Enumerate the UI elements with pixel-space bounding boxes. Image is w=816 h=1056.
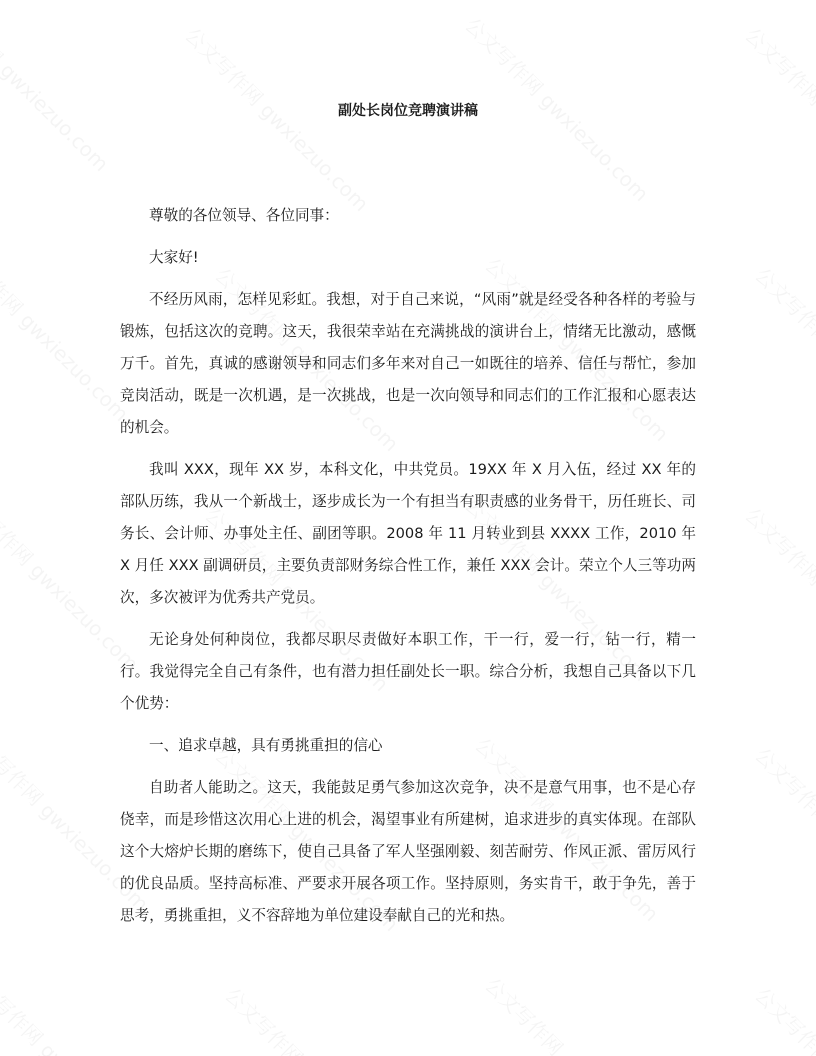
watermark-text bbox=[0, 230, 136, 427]
paragraph-spacing bbox=[120, 232, 696, 242]
watermark-text bbox=[749, 260, 816, 457]
watermark-text bbox=[219, 980, 416, 1056]
title-spacing bbox=[120, 126, 696, 200]
watermark-text bbox=[739, 20, 816, 217]
salutation: 尊敬的各位领导、各位同事： bbox=[149, 207, 339, 224]
watermark-text bbox=[739, 500, 816, 697]
body-paragraph: 自助者人能助之。这天，我能鼓足勇气参加这次竞争，决不是意气用事，也不是心存侥幸，而是珍惜这次用心上进的机会，渴望事业有所建树，追求进步的真实体现。在部队这个大熔炉长期的磨练下，使自己具备了军人坚强刚毅、刻苦耐劳、作风正派、雷厉风行的优良品质。坚持高标准、严要求开展各项工作。坚持原则，务实肯干，敢于争先，善于思考，勇挑重担，义不容辞地为单位建设奉献自己的光和热。 bbox=[120, 779, 696, 924]
section-heading: 一、追求卓越，具有勇挑重担的信心 bbox=[149, 737, 383, 754]
paragraph-spacing bbox=[120, 274, 696, 284]
watermark-text bbox=[479, 970, 676, 1056]
watermark-text bbox=[749, 980, 816, 1056]
watermark-text bbox=[0, 0, 116, 177]
watermark-text bbox=[0, 960, 156, 1056]
greeting: 大家好! bbox=[149, 249, 199, 266]
watermark-text bbox=[749, 740, 816, 937]
paragraph-spacing bbox=[120, 762, 696, 772]
paragraph-spacing bbox=[120, 444, 696, 454]
document-title: 副处长岗位竞聘演讲稿 bbox=[338, 103, 478, 119]
paragraph-spacing bbox=[120, 720, 696, 730]
paragraph-spacing bbox=[120, 614, 696, 624]
body-paragraph: 无论身处何种岗位，我都尽职尽责做好本职工作，干一行，爱一行，钻一行，精一行。我觉得完全自己有条件，也有潜力担任副处长一职。综合分析，我想自己具备以下几个优势： bbox=[120, 631, 696, 712]
body-paragraph: 不经历风雨，怎样见彩虹。我想，对于自己来说，“风雨”就是经受各种各样的考验与锻炼，包括这次的竞聘。这天，我很荣幸站在充满挑战的演讲台上，情绪无比激动，感慨万千。首先，真诚的感谢领导和同志们多年来对自己一如既往的培养、信任与帮忙，参加竞岗活动，既是一次机遇，是一次挑战，也是一次向领导和同志们的工作汇报和心愿表达的机会。 bbox=[120, 291, 696, 436]
body-paragraph: 我叫 XXX，现年 XX 岁，本科文化，中共党员。19XX 年 X 月入伍，经过 XX 年的部队历练，我从一个新战士，逐步成长为一个有担当有职责感的业务骨干，历任班长、司务长、会计师、办事处主任、副团等职。2008 年 11 月转业到县 XXXX 工作，2010 年 X 月任 XXX 副调研员，主要负责部财务综合性工作，兼任 XXX 会计。荣立个人三等功两次，多次被评为优秀共产党员。 bbox=[120, 461, 696, 606]
document-page bbox=[120, 96, 696, 932]
